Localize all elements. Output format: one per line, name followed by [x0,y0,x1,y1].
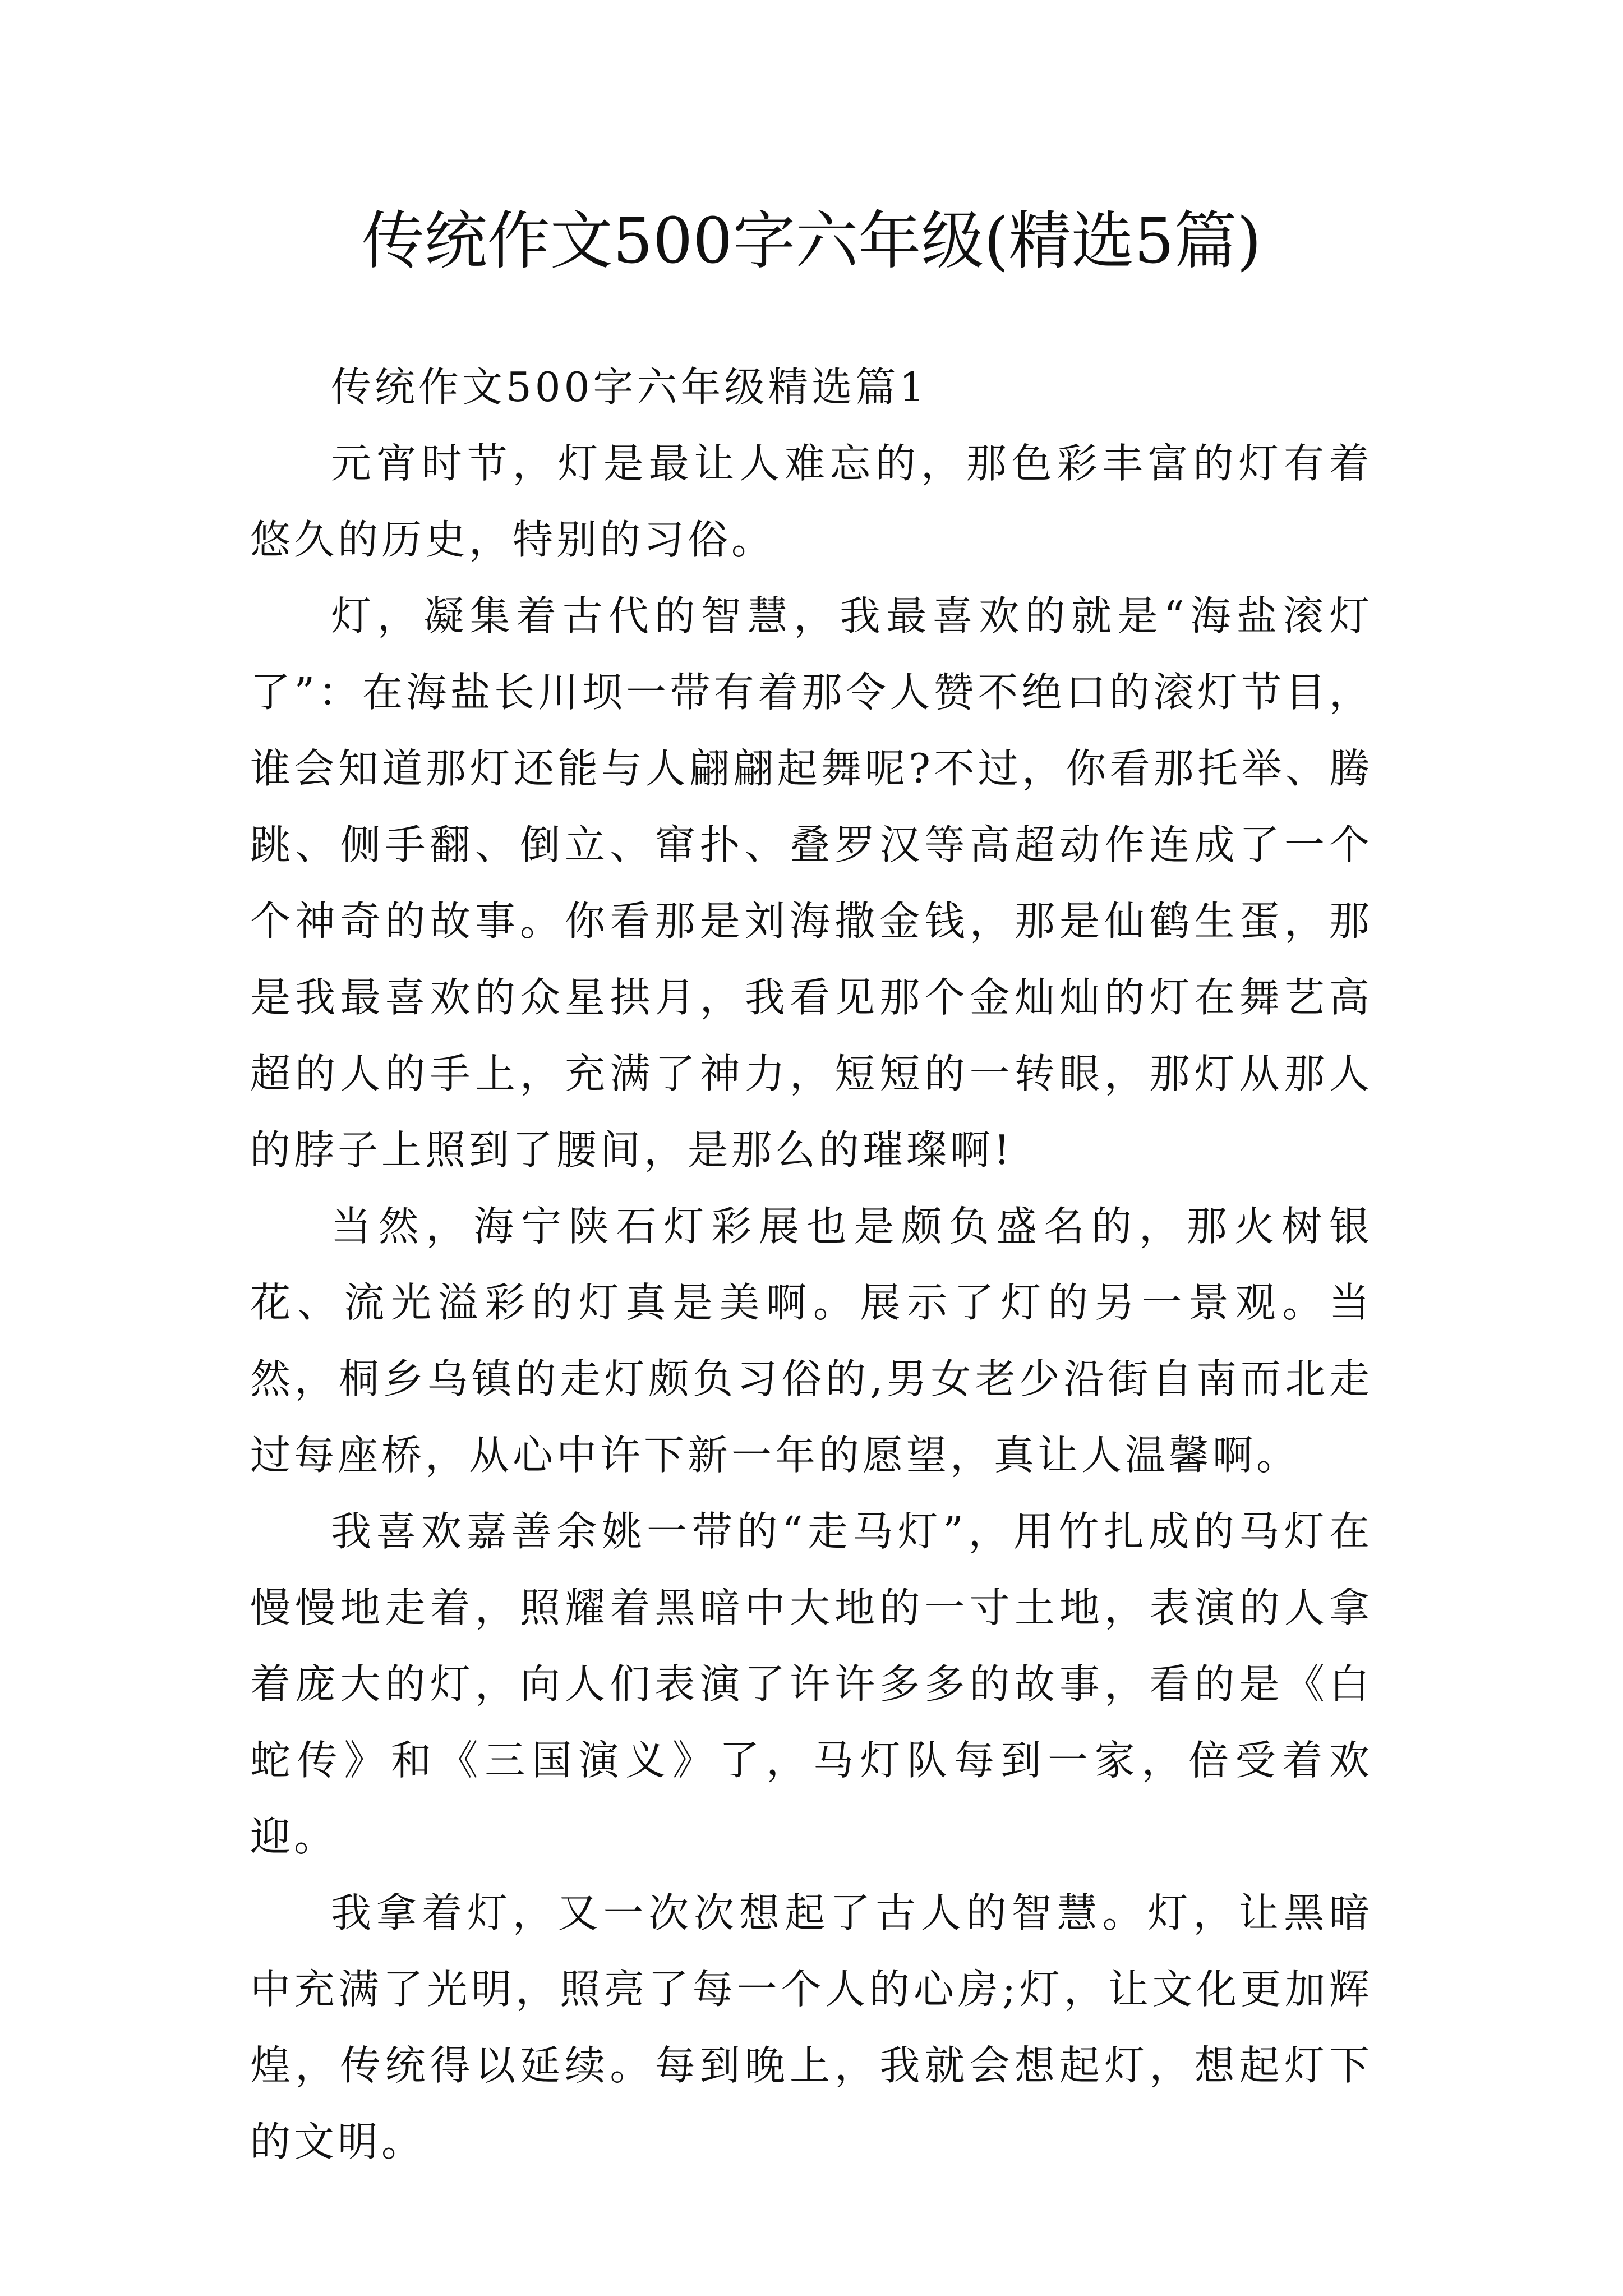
paragraph: 我拿着灯，又一次次想起了古人的智慧。灯，让黑暗中充满了光明，照亮了每一个人的心房;灯，让文化更加辉煌，传统得以延续。每到晚上，我就会想起灯，想起灯下的文明。 [250,1889,1373,2165]
document-body [250,349,1373,2180]
section-heading: 传统作文500字六年级精选篇1 [331,364,929,411]
paragraph: 灯，凝集着古代的智慧，我最喜欢的就是“海盐滚灯了”：在海盐长川坝一带有着那令人赞不绝口的滚灯节目，谁会知道那灯还能与人翩翩起舞呢?不过，你看那托举、腾跳、侧手翻、倒立、窜扑、叠罗汉等高超动作连成了一个个神奇的故事。你看那是刘海撒金钱，那是仙鹤生蛋，那是我最喜欢的众星拱月，我看见那个金灿灿的灯在舞艺高超的人的手上，充满了神力，短短的一转眼，那灯从那人的脖子上照到了腰间，是那么的璀璨啊! [250,592,1373,1174]
paragraph: 我喜欢嘉善余姚一带的“走马灯”，用竹扎成的马灯在慢慢地走着，照耀着黑暗中大地的一寸土地，表演的人拿着庞大的灯，向人们表演了许许多多的故事，看的是《白蛇传》和《三国演义》了，马灯队每到一家，倍受着欢迎。 [250,1508,1373,1860]
paragraph: 元宵时节，灯是最让人难忘的，那色彩丰富的灯有着悠久的历史，特别的习俗。 [250,440,1373,563]
paragraph: 当然，海宁陕石灯彩展也是颇负盛名的，那火树银花、流光溢彩的灯真是美啊。展示了灯的另一景观。当然，桐乡乌镇的走灯颇负习俗的,男女老少沿街自南而北走过每座桥，从心中许下新一年的愿望，真让人温馨啊。 [250,1203,1373,1479]
document-title: 传统作文500字六年级(精选5篇) [361,205,1262,278]
